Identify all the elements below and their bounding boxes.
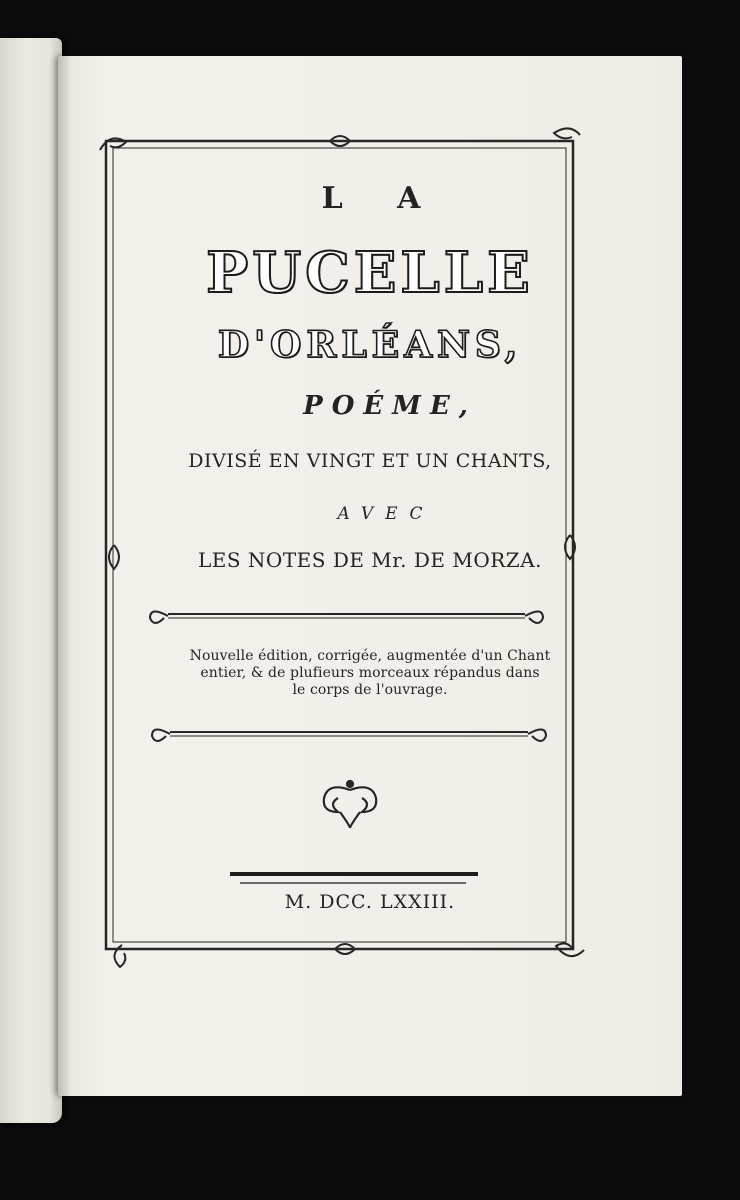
date-rule	[230, 874, 478, 883]
edition-line: Nouvelle édition, corrigée, augmentée d'un Chant	[189, 648, 551, 664]
upper-decorative-rule	[150, 611, 543, 623]
fleuron-ornament	[324, 781, 376, 828]
title-genre: POÉME,	[303, 391, 477, 421]
edition-line: entier, & de plufieurs morceaux répandus dans	[200, 665, 540, 681]
title-main: PUCELLE	[206, 240, 534, 306]
title-notes: LES NOTES DE Mr. DE MORZA.	[197, 548, 542, 572]
title-article: L A	[321, 181, 443, 216]
title-division: DIVISÉ EN VINGT ET UN CHANTS,	[188, 450, 552, 472]
title-avec: AVEC	[337, 504, 435, 524]
lower-decorative-rule	[152, 729, 546, 741]
title-subtitle: D'ORLÉANS,	[217, 324, 523, 366]
edition-description	[160, 648, 580, 699]
corner-ornament-top-right	[554, 128, 580, 138]
publication-date: M. DCC. LXXIII.	[284, 891, 456, 913]
edition-line: le corps de l'ouvrage.	[292, 682, 448, 698]
